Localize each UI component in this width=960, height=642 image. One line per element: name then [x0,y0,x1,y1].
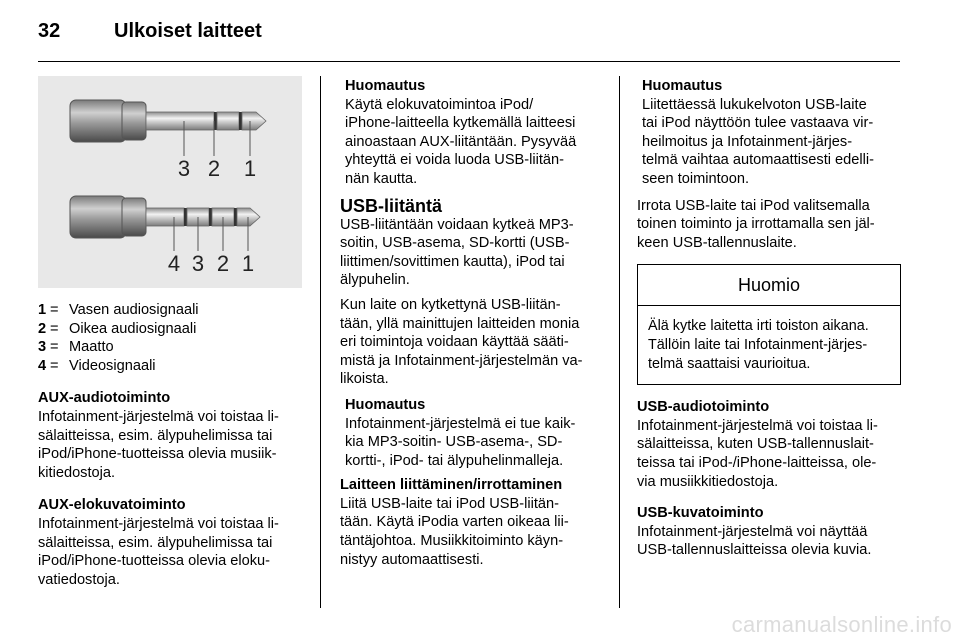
text-line: iPhone-laitteella kytkemällä laitteesi [345,115,576,132]
text-line: eri toimintoja voidaan käyttää sääti- [340,334,569,351]
legend-number: 3 [38,339,47,356]
text-line: USB-liitäntään voidaan kytkeä MP3- [340,216,574,233]
legend-number: 2 [38,320,47,337]
aux-audio-text [38,408,304,482]
aux-audio-heading: AUX-audiotoiminto [38,390,171,407]
jack1-label-3: 3 [177,156,191,181]
note-title: Huomautus [345,396,426,413]
text-line: Kun laite on kytkettynä USB-liitän- [340,296,561,313]
note-block [340,77,604,189]
text-line: soitin, USB-asema, SD-kortti (USB- [340,235,570,252]
caution-box [637,264,901,385]
text-line: Liitä USB-laite tai iPod USB-liitän- [340,495,559,512]
jack1-label-1: 1 [243,156,257,181]
legend-equals: = [50,320,59,337]
text-line: telmä vaihtaa automaattisesti edelli- [642,152,874,169]
remove-text [637,197,901,253]
figure-legend [38,301,304,375]
legend-row [38,357,304,376]
legend-text: Vasen audiosignaali [69,302,199,318]
note-block [340,396,604,470]
note-block [637,77,901,189]
text-line: nän kautta. [345,170,418,187]
text-line: iPod/iPhone-tuotteissa olevia musiik- [38,446,277,463]
header-rule [38,61,900,62]
text-line: Infotainment-järjestelmä voi toistaa li- [637,417,878,434]
text-line: tään, yllä mainittujen laitteiden monia [340,315,580,332]
jack1-label-2: 2 [207,156,221,181]
text-line: iPod/iPhone-tuotteissa olevia eloku- [38,553,271,570]
connect-text [340,495,604,569]
watermark: carmanualsonline.info [731,612,952,637]
legend-text: Videosignaali [69,357,156,374]
legend-number: 4 [38,357,47,374]
legend-row [38,301,304,320]
text-line: nistyy automaattisesti. [340,551,484,568]
text-line: Infotainment-järjestelmä voi toistaa li- [38,408,279,425]
text-line: via musiikkitiedostoja. [637,473,779,490]
note-title: Huomautus [345,78,426,94]
text-line: mistä ja Infotainment-järjestelmän va- [340,352,583,369]
usb-section-heading: USB-liitäntä [340,195,443,216]
text-line: sälaitteissa, kuten USB-tallennuslait- [637,436,874,453]
jack2-label-3: 3 [191,251,205,276]
legend-equals: = [50,357,59,374]
legend-row [38,338,304,357]
usb-audio-text [637,417,901,491]
caution-title: Huomio [638,265,900,306]
text-line: Käytä elokuvatoimintoa iPod/ [345,96,534,113]
column-1 [38,76,304,589]
caution-text [638,306,900,384]
legend-equals: = [50,339,59,356]
jack2-label-4: 4 [167,251,181,276]
text-line: Älä kytke laitetta irti toiston aikana. [648,318,869,335]
usb-intro-text [340,216,604,290]
legend-equals: = [50,302,59,318]
usb-audio-heading: USB-audiotoiminto [637,399,770,416]
text-line: teissa tai iPod-/iPhone-laitteissa, ole- [637,454,877,471]
text-line: Tällöin laite tai Infotainment-järjes- [648,336,868,353]
page-number: 32 [38,20,61,42]
text-line: kitiedostoja. [38,464,116,481]
text-line: USB-tallennuslaitteissa olevia kuvia. [637,542,872,559]
text-line: vatiedostoja. [38,571,120,588]
column-2 [340,77,604,569]
text-line: likoista. [340,371,389,388]
aux-video-text [38,515,304,589]
text-line: keen USB-tallennuslaite. [637,234,797,251]
text-line: kia MP3-soitin- USB-asema-, SD- [345,434,563,451]
text-line: seen toimintoon. [642,170,750,187]
text-line: Infotainment-järjestelmä ei tue kaik- [345,415,576,432]
column-divider-1 [320,76,321,608]
text-line: ainoastaan AUX-liitäntään. Pysyvää [345,133,577,150]
column-divider-2 [619,76,620,608]
text-line: älypuhelin. [340,272,410,289]
text-line: liittimen/sovittimen kautta), iPod tai [340,253,565,270]
text-line: Liitettäessä lukukelvoton USB-laite [642,96,867,113]
text-line: telmä saattaisi vaurioitua. [648,355,811,372]
text-line: täntäjohtoa. Musiikkitoiminto käyn- [340,533,564,550]
usb-image-text [637,523,901,560]
connect-heading: Laitteen liittäminen/irrottaminen [340,477,563,494]
text-line: sälaitteissa, esim. älypuhelimissa tai [38,427,273,444]
jack2-label-2: 2 [216,251,230,276]
text-line: Infotainment-järjestelmä voi toistaa li- [38,515,279,532]
text-line: kortti-, iPod- tai älypuhelinmalleja. [345,452,564,469]
audio-jack-figure [38,76,302,288]
aux-video-heading: AUX-elokuvatoiminto [38,497,186,514]
text-line: yhteyttä ei voida luoda USB-liitän- [345,152,565,169]
legend-text: Maatto [69,339,114,356]
text-line: tai iPod näyttöön tulee vastaava vir- [642,115,874,132]
text-line: Infotainment-järjestelmä voi näyttää [637,523,868,540]
text-line: toinen toiminto ja irrottamalla sen jäl- [637,216,875,233]
usb-connected-text [340,296,604,389]
page-title: Ulkoiset laitteet [114,20,262,42]
text-line: heilmoitus ja Infotainment-järjes- [642,133,853,150]
column-3 [637,77,901,560]
text-line: sälaitteissa, esim. älypuhelimissa tai [38,534,273,551]
legend-text: Oikea audiosignaali [69,320,197,337]
note-title: Huomautus [642,78,723,94]
jack2-label-1: 1 [241,251,255,276]
text-line: Irrota USB-laite tai iPod valitsemalla [637,197,870,214]
usb-image-heading: USB-kuvatoiminto [637,505,764,522]
legend-row [38,320,304,339]
legend-number: 1 [38,302,47,318]
text-line: tään. Käytä iPodia varten oikeaa lii- [340,514,569,531]
